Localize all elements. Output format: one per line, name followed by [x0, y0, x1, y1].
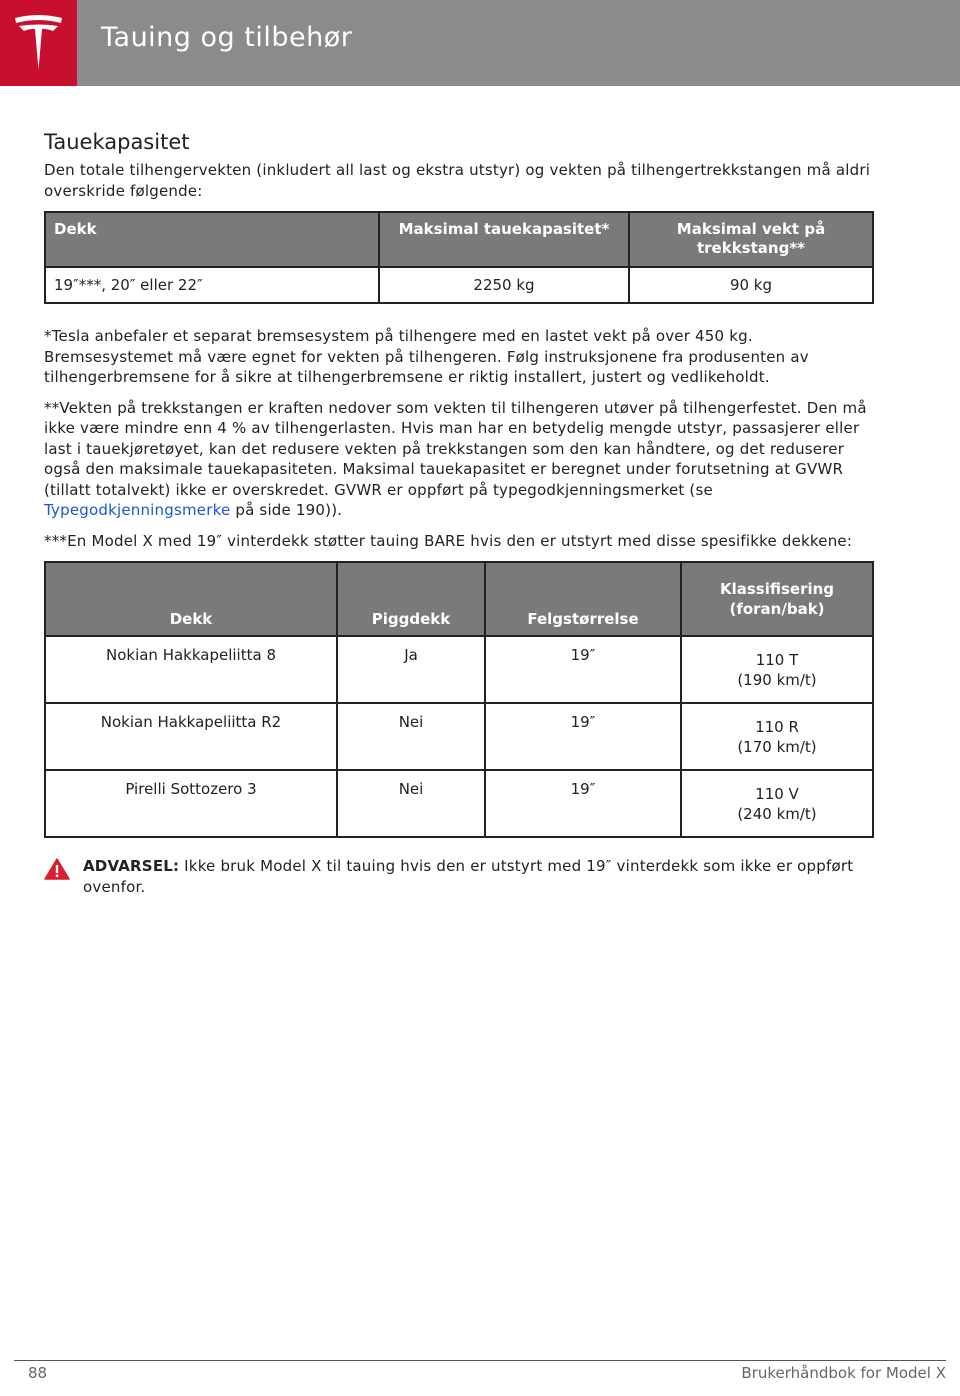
warning-callout	[44, 856, 874, 898]
table-cell-rim	[485, 703, 681, 770]
footnote-brakes: *Tesla anbefaler et separat bremsesystem på tilhengere med en lastet vekt på over 450 kg. Bremsesystemet må være egnet for vekten på tilhengeren. Følg instruksjonene fra produsenten av tilhengerbremsene for å sikre at tilhengerbremsene er riktig installert, justert og vedlikeholdt.	[44, 327, 809, 386]
cell-text: Pirelli Sottozero 3	[125, 780, 257, 798]
warning-label: ADVARSEL:	[83, 857, 180, 875]
warning-text: Ikke bruk Model X til tauing hvis den er utstyrt med 19″ vinterdekk som ikke er oppført ovenfor.	[83, 857, 854, 896]
type-approval-link[interactable]: Typegodkjenningsmerke	[44, 501, 231, 519]
cell-text: (240 km/t)	[737, 805, 817, 823]
cell-text: Nokian Hakkapeliitta 8	[105, 646, 276, 664]
cell-text: (190 km/t)	[737, 671, 817, 689]
footer-book-title: Brukerhåndbok for Model X	[741, 1364, 946, 1382]
table-cell-classification	[681, 770, 873, 837]
tesla-logo-icon	[13, 14, 64, 72]
table-cell-studded	[337, 703, 485, 770]
classification-header-text: Klassifisering (foran/bak)	[719, 580, 835, 618]
towing-capacity-table	[44, 211, 874, 304]
intro-paragraph: Den totale tilhengervekten (inkludert all last og ekstra utstyr) og vekten på tilhengertrekkstangen må aldri overskride følgende:	[44, 161, 871, 200]
column-header-max-tongue-weight: Maksimal vekt på trekkstang**	[629, 212, 873, 267]
table-row	[45, 703, 873, 770]
cell-text: 110 T	[755, 651, 799, 669]
footer-divider	[14, 1360, 946, 1361]
cell-text: Nei	[398, 780, 424, 798]
footnote-tongue-weight	[44, 398, 874, 521]
tesla-logo	[0, 0, 77, 86]
table-cell-tire	[45, 636, 337, 703]
table-cell-tire	[45, 703, 337, 770]
cell-text: Nokian Hakkapeliitta R2	[100, 713, 282, 731]
page-header	[0, 0, 960, 86]
table-cell-classification	[681, 703, 873, 770]
table-cell-tire	[45, 770, 337, 837]
table-cell-tongue-weight: 90 kg	[629, 267, 873, 303]
table-header-row	[45, 212, 873, 267]
table-row	[45, 636, 873, 703]
cell-text: Nei	[398, 713, 424, 731]
table-cell-tire: 19″***, 20″ eller 22″	[45, 267, 379, 303]
cell-text: (170 km/t)	[737, 738, 817, 756]
cell-text: 110 R	[755, 718, 799, 736]
cell-text: 19″	[570, 780, 596, 798]
cell-text: Ja	[404, 646, 418, 664]
table-header-row	[45, 562, 873, 636]
column-header-tire: Dekk	[45, 212, 379, 267]
table-cell-studded	[337, 636, 485, 703]
table-cell-rim	[485, 636, 681, 703]
column-header-classification	[681, 562, 873, 636]
table-cell-studded	[337, 770, 485, 837]
table-row	[45, 770, 873, 837]
cell-text: 19″	[570, 713, 596, 731]
table-row	[45, 267, 873, 303]
winter-tire-table	[44, 561, 874, 838]
table-cell-capacity: 2250 kg	[379, 267, 629, 303]
footnote-text-end: på side 190)).	[230, 501, 343, 519]
page-number: 88	[28, 1364, 48, 1382]
table-cell-classification	[681, 636, 873, 703]
warning-triangle-icon	[44, 858, 70, 880]
cell-text: 110 V	[755, 785, 799, 803]
column-header-max-capacity: Maksimal tauekapasitet*	[379, 212, 629, 267]
footnote-text: **Vekten på trekkstangen er kraften nedover som vekten til tilhengeren utøver på tilhengerfestet. Den må ikke være mindre enn 4 % av tilhengerlasten. Hvis man har en betydelig mengde utstyr, passasjerer eller last i tauekjøretøyet, kan det redusere vekten på trekkstangen som den kan håndtere, og det reduserer også den maksimale tauekapasiteten. Maksimal tauekapasitet er beregnet under forutsetning at GVWR (tillatt totalvekt) ikke er overskredet. GVWR er oppført på typegodkjenningsmerket (se	[44, 398, 867, 499]
column-header-rim-size: Felgstørrelse	[485, 562, 681, 636]
footnote-winter-tires: ***En Model X med 19″ vinterdekk støtter tauing BARE hvis den er utstyrt med disse spesifikke dekkene:	[44, 531, 853, 550]
table-cell-rim	[485, 770, 681, 837]
cell-text: 19″	[570, 646, 596, 664]
column-header-tire: Dekk	[45, 562, 337, 636]
section-title: Tauekapasitet	[44, 130, 190, 154]
column-header-studded: Piggdekk	[337, 562, 485, 636]
main-content	[44, 130, 874, 898]
page-title: Tauing og tilbehør	[101, 22, 353, 53]
